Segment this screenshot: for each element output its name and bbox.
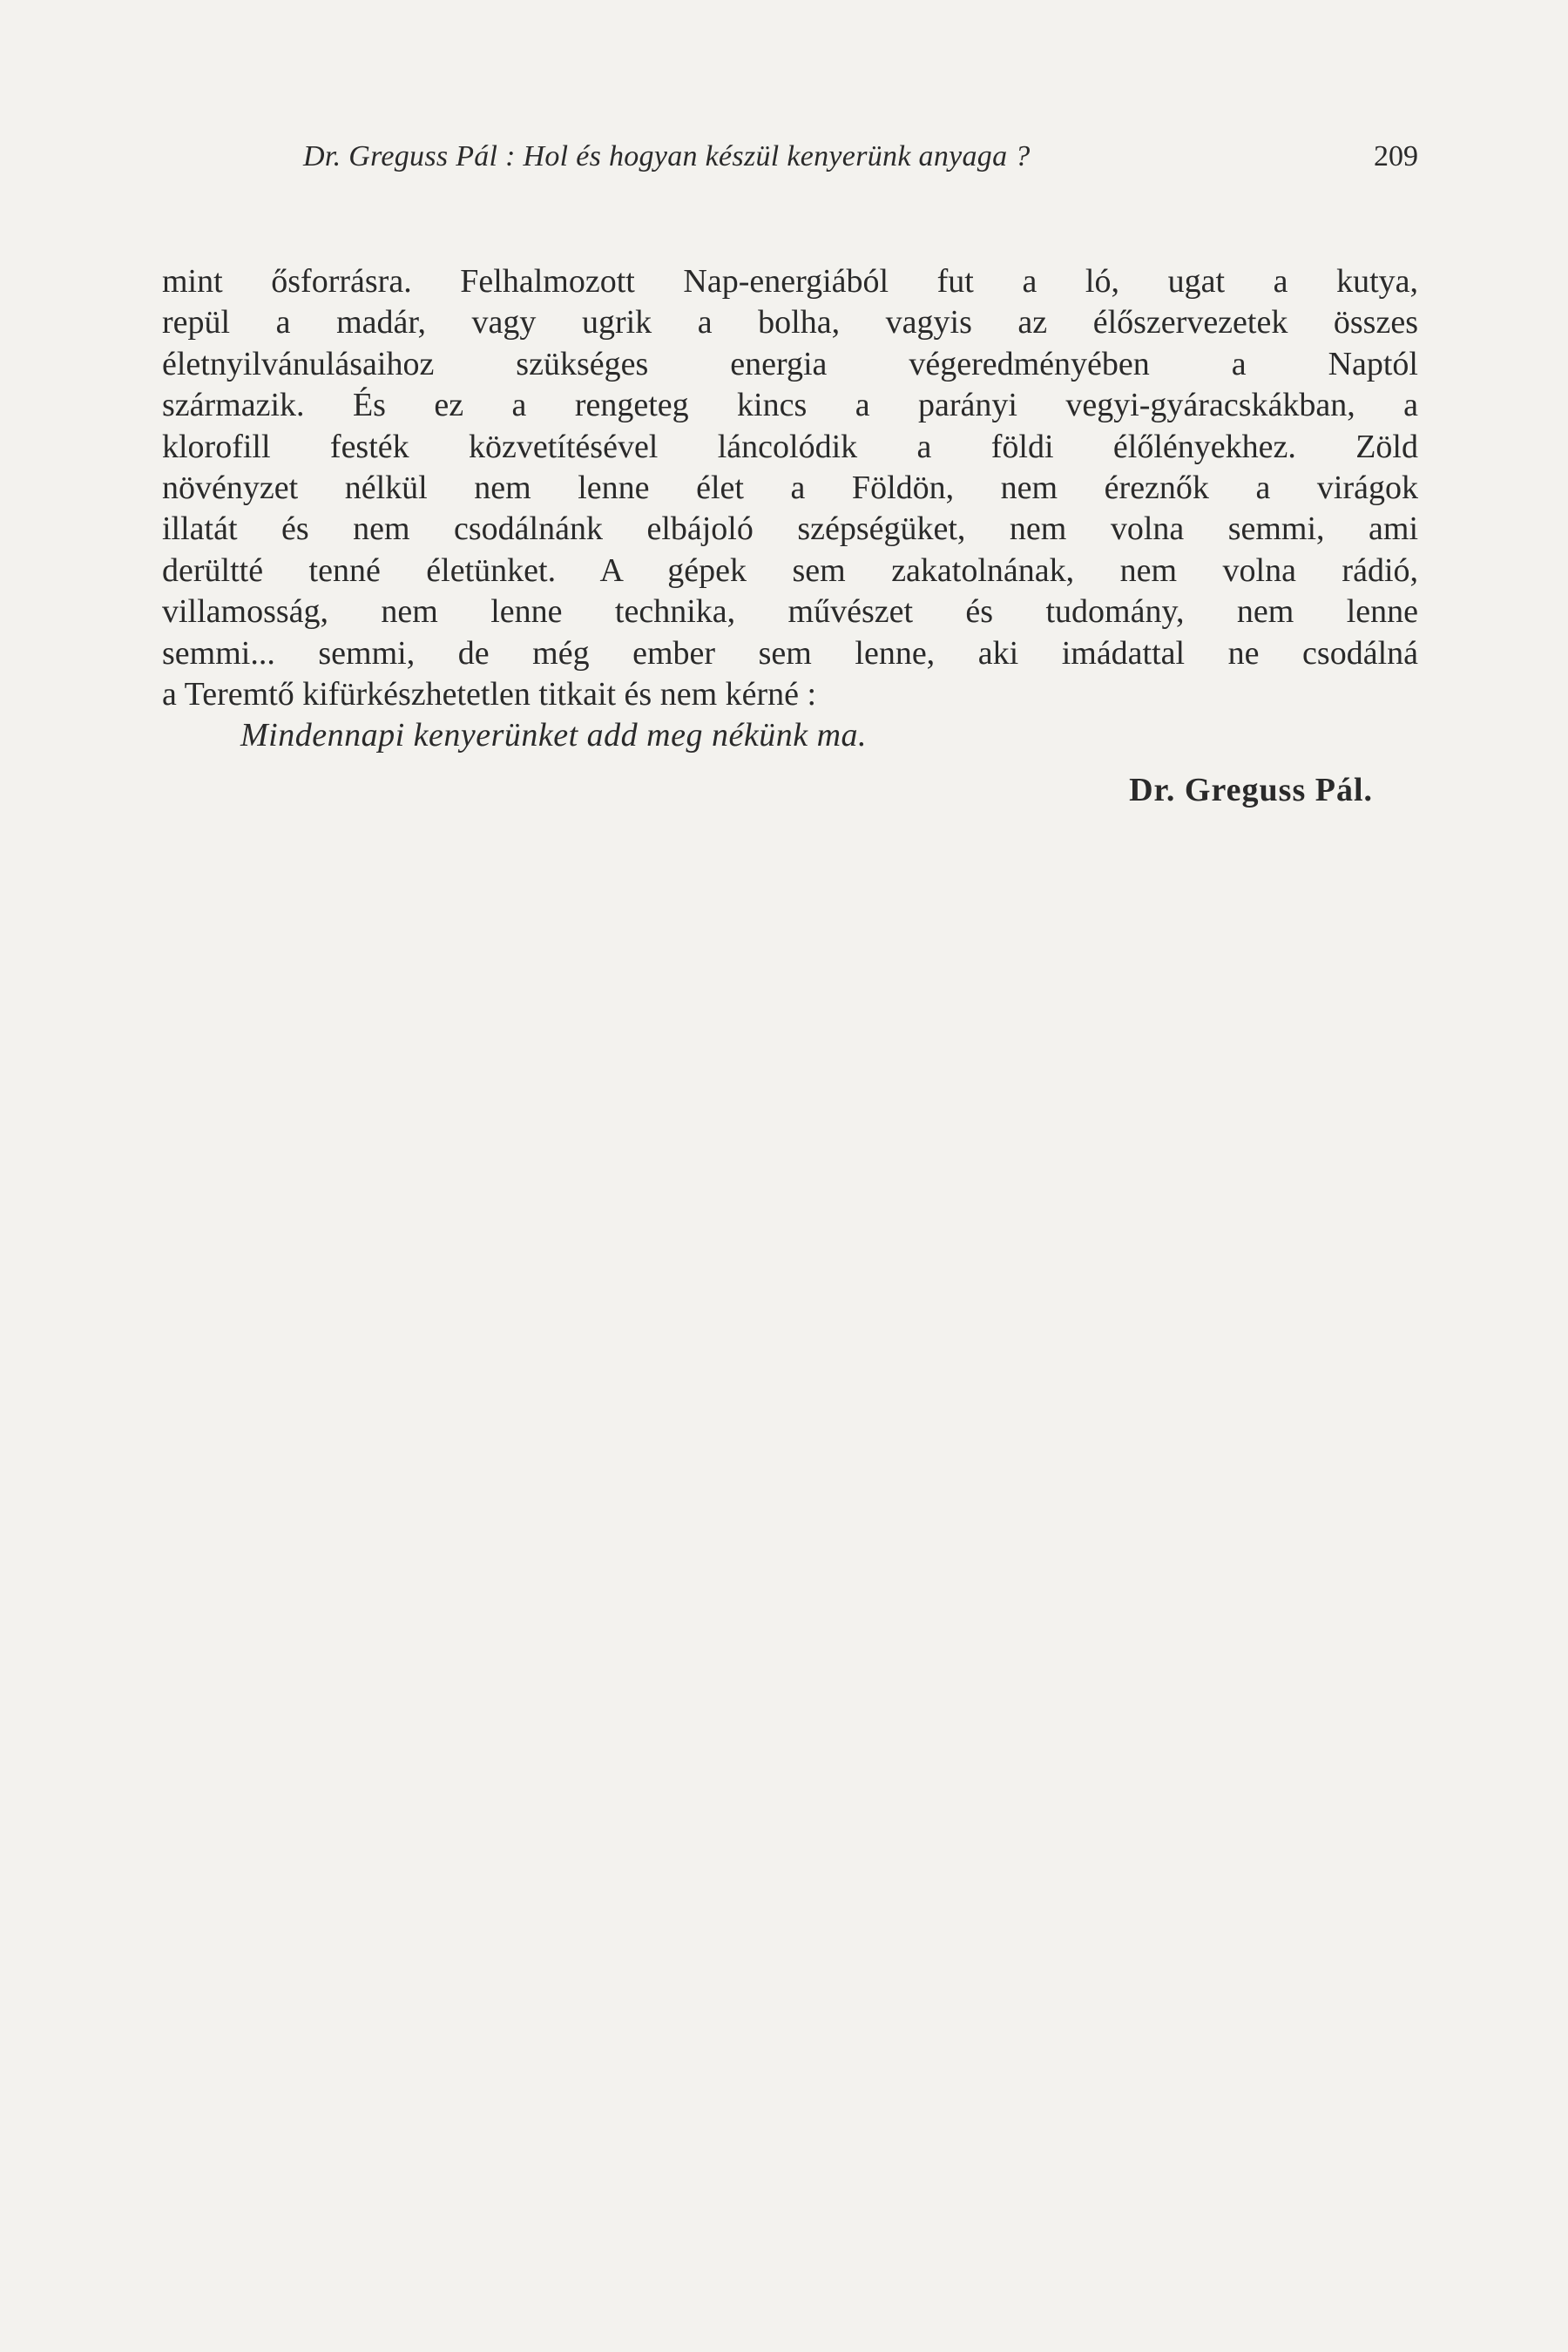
body-line: a Teremtő kifürkészhetetlen titkait és nem kérné : bbox=[162, 675, 817, 713]
body-line: semmi... semmi, de még ember sem lenne, aki imádattal ne csodálná bbox=[162, 634, 1418, 672]
author-signature: Dr. Greguss Pál. bbox=[1129, 771, 1373, 808]
body-line: mint ősforrásra. Felhalmozott Nap-energiából fut a ló, ugat a kutya, bbox=[162, 263, 1418, 300]
closing-prayer-line: Mindennapi kenyerünket add meg nékünk ma. bbox=[240, 717, 868, 754]
page-number: 209 bbox=[1374, 140, 1418, 172]
body-line: repül a madár, vagy ugrik a bolha, vagyis az élőszervezetek összes bbox=[162, 304, 1418, 341]
body-line: származik. És ez a rengeteg kincs a parányi vegyi-gyáracskákban, a bbox=[162, 387, 1418, 424]
body-line: növényzet nélkül nem lenne élet a Földön, nem éreznők a virágok bbox=[162, 469, 1418, 506]
running-header bbox=[162, 135, 1418, 179]
body-line: életnyilvánulásaihoz szükséges energia végeredményében a Naptól bbox=[162, 345, 1418, 382]
body-line: illatát és nem csodálnánk elbájoló szépségüket, nem volna semmi, ami bbox=[162, 510, 1418, 548]
body-line: villamosság, nem lenne technika, művészet és tudomány, nem lenne bbox=[162, 593, 1418, 631]
body-line: klorofill festék közvetítésével láncolódik a földi élőlényekhez. Zöld bbox=[162, 428, 1418, 465]
body-line: derültté tenné életünket. A gépek sem zakatolnának, nem volna rádió, bbox=[162, 551, 1418, 589]
body-text bbox=[162, 261, 1418, 816]
running-title: Dr. Greguss Pál : Hol és hogyan készül kenyerünk anyaga ? bbox=[303, 140, 1031, 172]
